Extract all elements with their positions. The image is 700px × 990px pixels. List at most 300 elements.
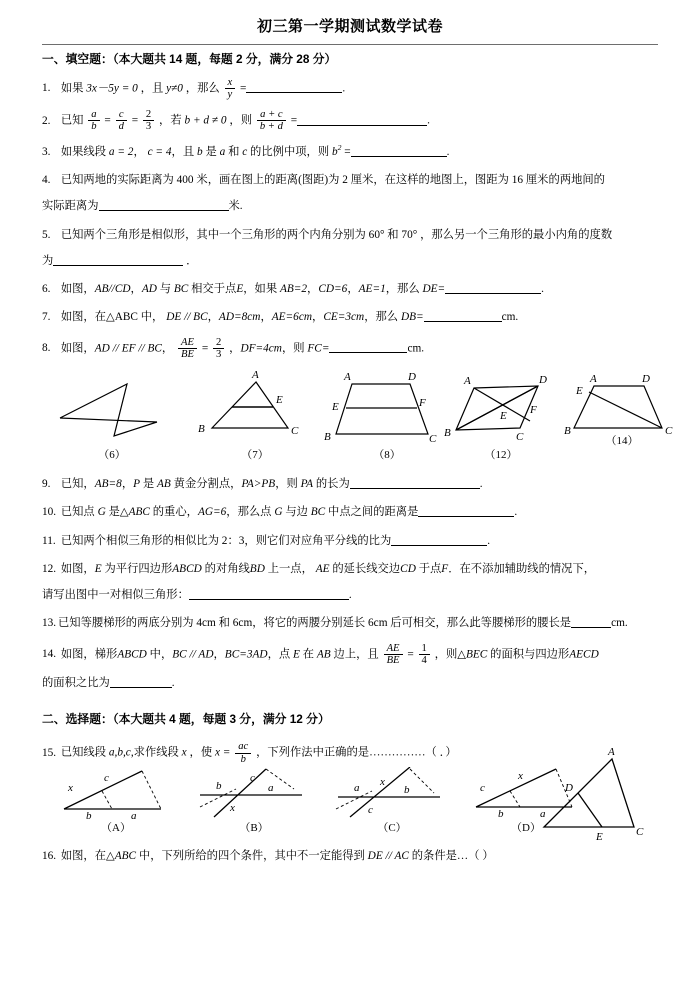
question-11-answer-blank[interactable] (391, 545, 487, 546)
question-5-line-2-prefix: 为 (42, 255, 54, 268)
choice-D-label-b: b (498, 807, 504, 819)
question-9-text-b: 是 (142, 478, 155, 491)
question-7-answer-blank[interactable] (424, 321, 502, 322)
question-3-expr-b: c = 4 (147, 145, 172, 158)
question-9-sep-1: ， (121, 478, 134, 491)
question-14-line-1-g: ，则△ (434, 647, 466, 660)
figure-8-label-C: C (429, 432, 437, 445)
choice-C-label-c: c (368, 803, 373, 816)
question-2-fraction-2-denominator: d (116, 120, 127, 132)
choice-B-drawing (194, 767, 314, 819)
question-14-expr-c: BC=3AD (224, 647, 268, 660)
question-15-number: 15. (42, 746, 57, 759)
question-16-expr-b: DE // AC (367, 849, 409, 862)
figure-12-label-E: E (500, 409, 507, 422)
question-4-line-1: 已知两地的实际距离为 400 米，画在图上的距离(图距)为 2 厘米，在这样的地图上，图距为 16 厘米的两地间的 (60, 173, 605, 186)
question-5-answer-blank[interactable] (53, 265, 183, 266)
question-1-equals: = (240, 81, 247, 94)
question-11-number: 11. (42, 534, 56, 547)
question-16-text-c[interactable]: 的条件是…（ ） (411, 849, 494, 862)
question-4-line-2-suffix: 米. (228, 200, 243, 213)
question-15-text-d: ，下列作法中正确的是 (256, 746, 370, 759)
question-10-text-f: 中点之间的距离是 (328, 506, 419, 519)
question-6-text-e: ，如果 (243, 283, 278, 296)
question-14-line-1-h: 的面积与四边形 (490, 647, 570, 660)
question-2 (42, 109, 658, 132)
figure-7-label-C: C (291, 424, 299, 437)
question-14-equals: = (407, 647, 414, 660)
question-9-text-e: 的长为 (315, 478, 350, 491)
question-15-expr-c: x = (214, 746, 231, 759)
question-6 (42, 280, 658, 299)
question-12-line-1-c: 的对角线 (204, 562, 250, 575)
question-5-line-1: 已知两个三角形是相似形，其中一个三角形的两个内角分别为 60° 和 70° ，那么另一个三角形的最小内角的度数 (60, 228, 613, 241)
question-10-text-c: 的重心， (152, 506, 198, 519)
question-2-expr-b: b + d ≠ 0 (184, 114, 227, 127)
choice-A-label-x: x (68, 781, 73, 794)
question-12-expr-c: BD (249, 562, 265, 575)
question-10-expr-b: ABC (128, 506, 150, 519)
question-14-line-1-d: ，点 (267, 647, 291, 660)
question-6-text-b: ， (130, 283, 142, 296)
question-2-text-c: ，则 (229, 114, 252, 127)
figure-8-caption: （8） (373, 448, 401, 461)
question-15-wrapper (42, 741, 658, 844)
question-10-answer-blank[interactable] (418, 516, 514, 517)
question-2-fraction-4 (257, 109, 286, 132)
question-12-line-1-b: 为平行四边形 (104, 562, 173, 575)
question-9-expr-c: AB (157, 478, 171, 491)
figure-14-label-B: B (564, 424, 571, 437)
question-9-answer-blank[interactable] (350, 488, 480, 489)
choice-B-label-c: c (250, 771, 255, 784)
figure-12-caption: （12） (484, 448, 518, 461)
question-10-expr-c: AG=6 (197, 506, 227, 519)
figure-7 (190, 366, 320, 461)
question-12-line-2 (42, 586, 658, 605)
question-8-unit: cm. (407, 341, 425, 354)
choice-B-label-a: a (268, 781, 274, 794)
question-8 (42, 337, 658, 360)
figure-12-drawing (438, 366, 564, 448)
question-16 (42, 847, 658, 866)
question-10-text-d: ，那么点 (226, 506, 272, 519)
question-11-text: 已知两个相似三角形的相似比为 2：3，则它们对应角平分线的比为 (60, 534, 392, 547)
choice-C-drawing (332, 767, 452, 819)
question-12-line-1-f: 于点 (418, 562, 442, 575)
figure-8-drawing (322, 366, 452, 448)
figure-14-label-E: E (576, 384, 583, 397)
question-4-line-2 (42, 197, 658, 216)
question-14-line-1-c: ， (213, 647, 225, 660)
question-16-number: 16. (42, 849, 57, 862)
question-3-expr-a: a = 2 (108, 145, 134, 158)
figure-8-label-E: E (332, 400, 339, 413)
question-2-fraction-4-numerator: a + c (260, 109, 283, 121)
choice-D[interactable] (466, 767, 586, 834)
section-heading-fill-in-blanks: 一、填空题：（本大题共 14 题，每题 2 分，满分 28 分） (42, 52, 337, 66)
figure-7-drawing (190, 366, 320, 446)
question-7-expr-c: AE=6cm (271, 311, 312, 324)
choice-D-label-c: c (480, 781, 485, 794)
question-2-fraction-2 (116, 109, 127, 132)
question-1-expr-b: y≠0 (166, 81, 183, 94)
choice-C[interactable] (332, 767, 452, 834)
question-9-text-a: 已知， (60, 478, 95, 491)
figure-14 (562, 366, 682, 451)
question-14-line-2 (42, 674, 658, 693)
question-2-fraction-3 (143, 109, 154, 132)
question-2-number: 2. (42, 114, 51, 127)
question-3-number: 3. (42, 145, 51, 158)
question-2-fraction-2-numerator: c (118, 109, 124, 121)
question-3 (42, 142, 658, 161)
question-14 (42, 643, 658, 693)
question-14-tail: . (171, 676, 175, 689)
question-11-tail: . (487, 534, 491, 547)
question-1-answer-blank[interactable] (246, 92, 342, 93)
question-1-text-c: ，那么 (185, 81, 220, 94)
question-3-expr-c: b (196, 145, 203, 158)
question-4-line-2-prefix: 实际距离为 (42, 200, 99, 213)
choice-B-caption: （B） (239, 821, 269, 834)
figure-row-fill-in-blanks (42, 366, 673, 466)
question-15-choice-row (42, 767, 658, 844)
question-3-sep-1: ， (133, 145, 145, 158)
question-3-text-d: 的比例中项，则 (250, 145, 330, 158)
question-8-text-a: 如图， (60, 341, 95, 354)
question-2-fraction-1 (88, 109, 99, 132)
page-title: 初三第一学期测试数学试卷 (256, 18, 443, 35)
question-6-expr-h: DE= (422, 283, 446, 296)
choice-D-label-x: x (518, 769, 523, 782)
question-14-expr-g: AECD (569, 647, 599, 660)
question-12 (42, 560, 658, 605)
question-7-sep-1: ， (207, 311, 219, 324)
figure-7-caption: （7） (241, 448, 269, 461)
figure-8-label-A: A (344, 370, 351, 383)
question-14-answer-blank[interactable] (110, 687, 172, 688)
choice-C-label-x: x (380, 775, 385, 788)
question-12-expr-a: E (94, 562, 102, 575)
question-15-text-b: ,求作线段 (130, 746, 179, 759)
question-14-line-1-e: 在 (302, 647, 315, 660)
question-2-text-b: ，若 (159, 114, 182, 127)
question-7-number: 7. (42, 311, 51, 324)
question-8-fraction-2-numerator: 2 (216, 336, 222, 348)
question-2-equals-1: = (104, 114, 111, 127)
question-15-answer-paren[interactable]: （ ．） (425, 746, 457, 759)
question-16-figure-label-E: E (596, 831, 603, 844)
question-8-expr-c: FC= (307, 341, 330, 354)
question-10-text-a: 已知点 (60, 506, 95, 519)
question-2-fraction-1-denominator: b (88, 120, 99, 132)
question-13-answer-blank[interactable] (571, 627, 611, 628)
question-15-text-a: 已知线段 (60, 746, 107, 759)
choice-A-label-c: c (104, 771, 109, 784)
question-2-fraction-1-numerator: a (91, 109, 97, 121)
question-1-fraction-denominator: y (225, 88, 236, 100)
question-11 (42, 532, 658, 551)
figure-7-label-A: A (252, 368, 259, 381)
question-2-fraction-4-denominator: b + d (257, 120, 286, 132)
question-3-expr-d: a (219, 145, 226, 158)
question-14-fraction-1-denominator: BE (384, 654, 403, 666)
question-1-expr-a: 3x－5y = 0 (86, 81, 138, 94)
question-14-line-2-prefix: 的面积之比为 (42, 676, 110, 689)
figure-14-label-D: D (642, 372, 650, 385)
choice-C-caption: （C） (377, 821, 407, 834)
question-15-fraction (235, 741, 251, 764)
question-6-answer-blank[interactable] (445, 293, 541, 294)
question-5-line-2 (42, 252, 658, 271)
question-9-expr-d: PA>PB (241, 478, 276, 491)
figure-12-label-D: D (539, 373, 547, 386)
question-14-fraction-1 (384, 643, 403, 666)
question-7-expr-b: AD=8cm (218, 311, 261, 324)
question-9-expr-e: PA (300, 478, 314, 491)
question-5-number: 5. (42, 228, 51, 241)
question-6-expr-b: AD (141, 283, 157, 296)
question-3-text-b: 是 (205, 145, 217, 158)
question-16-text-a: 如图，在△ (60, 849, 115, 862)
question-4-answer-blank[interactable] (99, 210, 229, 211)
question-10-expr-e: BC (310, 506, 326, 519)
figure-8-label-F: F (419, 396, 426, 409)
question-12-line-1-e: 的延长线交边 (332, 562, 401, 575)
question-14-number: 14. (42, 647, 57, 660)
question-6-expr-d: E (236, 283, 244, 296)
question-3-tail: . (446, 145, 450, 158)
question-14-expr-e: AB (316, 647, 331, 660)
section-heading-multiple-choice: 二、选择题：（本大题共 4 题，每题 3 分，满分 12 分） (42, 712, 330, 727)
choice-D-caption: （D） (511, 821, 541, 834)
question-7-expr-a: DE // BC (166, 311, 208, 324)
question-8-sep-1: ， (161, 341, 174, 354)
question-4 (42, 171, 658, 216)
question-7-unit: cm. (501, 311, 519, 324)
question-8-expr-a: AD // EF // BC (94, 341, 162, 354)
question-1 (42, 77, 658, 100)
figure-12-label-B: B (444, 426, 451, 439)
question-10-expr-a: G (97, 506, 106, 519)
question-2-fraction-3-denominator: 3 (143, 120, 154, 132)
question-7-expr-d: CE=3cm (323, 311, 365, 324)
choice-B[interactable] (194, 767, 314, 834)
question-13-unit: cm. (611, 617, 628, 630)
question-12-expr-b: ABCD (172, 562, 202, 575)
question-14-line-1-f: 边上，且 (333, 647, 379, 660)
question-13 (42, 614, 658, 633)
question-12-line-1-g: ．在不添加辅助线的情况下， (448, 562, 596, 575)
question-3-text-c: 和 (228, 145, 240, 158)
question-3-sep-2: ，且 (171, 145, 195, 158)
question-3-expr-e: c (242, 145, 248, 158)
question-14-expr-f: BEC (465, 647, 488, 660)
question-9-number: 9. (42, 478, 51, 491)
question-10-tail: . (514, 506, 518, 519)
question-1-text-b: ，且 (140, 81, 164, 94)
question-6-expr-e: AB=2 (279, 283, 308, 296)
question-6-sep-2: ， (347, 283, 359, 296)
figure-14-label-C: C (665, 424, 673, 437)
choice-C-label-a: a (354, 781, 360, 794)
question-7-sep-3: ， (312, 311, 324, 324)
question-2-equals-2: = (131, 114, 139, 127)
question-1-fraction (225, 77, 236, 100)
question-8-text-b: ，则 (281, 341, 305, 354)
question-16-figure-label-C: C (636, 826, 644, 839)
question-9-text-d: ，则 (275, 478, 298, 491)
question-10-text-e: 与边 (285, 506, 308, 519)
question-13-text: 已知等腰梯形的两底分别为 4cm 和 6cm，将它的两腰分别延长 6cm 后可相交，那么此等腰梯形的腰长是 (58, 617, 572, 630)
question-16-text-b: 中，下列所给的四个条件，其中不一定能得到 (138, 849, 365, 862)
question-2-text-a: 已知 (60, 114, 84, 127)
figure-8-label-D: D (408, 370, 416, 383)
figure-14-label-A: A (590, 372, 597, 385)
choice-A-label-b: b (86, 809, 92, 819)
question-1-tail: . (342, 81, 346, 94)
question-16-figure-label-A: A (608, 746, 615, 759)
question-7-expr-e: DB= (400, 311, 424, 324)
choice-C-label-b: b (404, 783, 410, 796)
question-8-fraction-1-numerator: AE (181, 336, 194, 348)
question-3-text-a: 如果线段 (60, 145, 107, 158)
question-14-expr-d: E (293, 647, 300, 660)
question-6-text-c: 与 (159, 283, 172, 296)
figure-12-label-F: F (530, 403, 537, 416)
question-3-power: 2 (337, 142, 342, 152)
question-6-text-f: ，那么 (385, 283, 420, 296)
question-7-sep-2: ， (260, 311, 272, 324)
question-8-number: 8. (42, 341, 51, 354)
choice-A-drawing (56, 767, 176, 819)
figure-7-label-E: E (276, 393, 283, 406)
figure-6-caption: （6） (98, 448, 126, 461)
figure-12-label-A: A (464, 374, 471, 387)
question-12-tail: . (348, 589, 352, 602)
figure-12 (438, 366, 564, 461)
question-5 (42, 226, 658, 271)
question-8-expr-b: DF=4cm (240, 341, 282, 354)
question-8-sep-2: ， (229, 341, 241, 354)
question-8-fraction-2-denominator: 3 (213, 348, 224, 360)
question-14-fraction-2 (419, 643, 430, 666)
choice-D-label-a: a (540, 807, 546, 819)
question-10-text-b: 是△ (108, 506, 129, 519)
question-14-line-1-a: 如图，梯形 (60, 647, 118, 660)
figure-8-label-B: B (324, 430, 331, 443)
question-2-equals-3: = (290, 114, 298, 127)
question-12-number: 12. (42, 562, 57, 575)
question-12-expr-d: AE (315, 562, 330, 575)
choice-D-drawing (466, 767, 586, 819)
question-10-number: 10. (42, 506, 57, 519)
question-9-expr-a: AB=8 (94, 478, 122, 491)
question-8-fraction-1-denominator: BE (178, 348, 197, 360)
question-1-fraction-numerator: x (227, 76, 233, 88)
question-6-sep-1: ， (307, 283, 319, 296)
question-3-answer-blank[interactable] (351, 156, 447, 157)
question-6-expr-g: AE=1 (358, 283, 386, 296)
question-2-answer-blank[interactable] (297, 125, 427, 126)
question-15-fraction-denominator: b (235, 753, 251, 765)
question-6-number: 6. (42, 283, 51, 296)
question-12-answer-blank[interactable] (189, 599, 349, 600)
figure-12-label-C: C (516, 430, 524, 443)
question-14-expr-a: ABCD (117, 647, 147, 660)
question-12-line-2-text: 请写出图中一对相似三角形： (42, 589, 189, 602)
question-2-tail: . (427, 114, 430, 127)
question-9 (42, 475, 658, 494)
question-13-number: 13. (42, 617, 57, 630)
question-2-fraction-3-numerator: 2 (145, 109, 152, 121)
question-14-fraction-2-numerator: 1 (421, 642, 427, 654)
figure-8 (322, 366, 452, 461)
question-7 (42, 308, 658, 327)
choice-A-caption: （A） (101, 821, 131, 834)
question-12-line-1-a: 如图， (60, 562, 95, 575)
question-15-expr-a: a,b,c (108, 746, 131, 759)
choice-B-label-b: b (216, 779, 222, 792)
question-9-text-c: 黄金分割点， (173, 478, 242, 491)
choice-A-label-a: a (131, 809, 137, 819)
question-8-equals: = (201, 341, 209, 354)
figure-6 (52, 366, 172, 461)
question-1-number: 1. (42, 81, 51, 94)
question-12-expr-e: CD (400, 562, 416, 575)
header-divider-rule (42, 44, 658, 45)
question-5-line-2-suffix: ． (186, 255, 198, 268)
question-14-fraction-1-numerator: AE (386, 642, 400, 654)
figure-7-label-B: B (198, 422, 205, 435)
question-15-expr-b: x (181, 746, 187, 759)
question-14-fraction-2-denominator: 4 (419, 654, 430, 666)
choice-B-label-x: x (230, 801, 235, 814)
question-8-fraction-2 (213, 337, 224, 360)
question-9-tail: . (479, 478, 483, 491)
question-6-text-d: 相交于点 (191, 283, 237, 296)
question-14-expr-b: BC // AD (172, 647, 214, 660)
question-12-expr-f: F (441, 562, 449, 575)
question-8-answer-blank[interactable] (329, 352, 407, 353)
question-6-text-a: 如图， (60, 283, 95, 296)
question-10 (42, 503, 658, 522)
question-15-text-c: ，使 (189, 746, 213, 759)
question-8-fraction-1 (178, 337, 197, 360)
question-15-fraction-numerator: ac (238, 741, 249, 753)
question-6-expr-f: CD=6 (318, 283, 348, 296)
question-14-line-1-b: 中， (149, 647, 173, 660)
question-7-text-a: 如图，在△ABC 中， (60, 311, 164, 324)
question-10-expr-d: G (274, 506, 283, 519)
question-1-text-a: 如果 (60, 81, 84, 94)
question-6-expr-a: AB//CD (94, 283, 131, 296)
question-16-figure-label-D: D (565, 782, 573, 795)
question-15-dots: …………… (369, 746, 426, 759)
question-6-tail: . (541, 283, 544, 296)
question-7-text-b: ，那么 (364, 311, 399, 324)
question-6-expr-c: BC (173, 283, 189, 296)
figure-14-caption: （14） (605, 434, 639, 447)
figure-6-drawing (52, 366, 172, 446)
question-4-number: 4. (42, 173, 51, 186)
question-9-expr-b: P (133, 478, 141, 491)
question-3-equals: = (344, 145, 351, 158)
question-3-expr-f: b (331, 145, 338, 158)
choice-A[interactable] (56, 767, 176, 834)
question-12-line-1-d: 上一点， (267, 562, 313, 575)
